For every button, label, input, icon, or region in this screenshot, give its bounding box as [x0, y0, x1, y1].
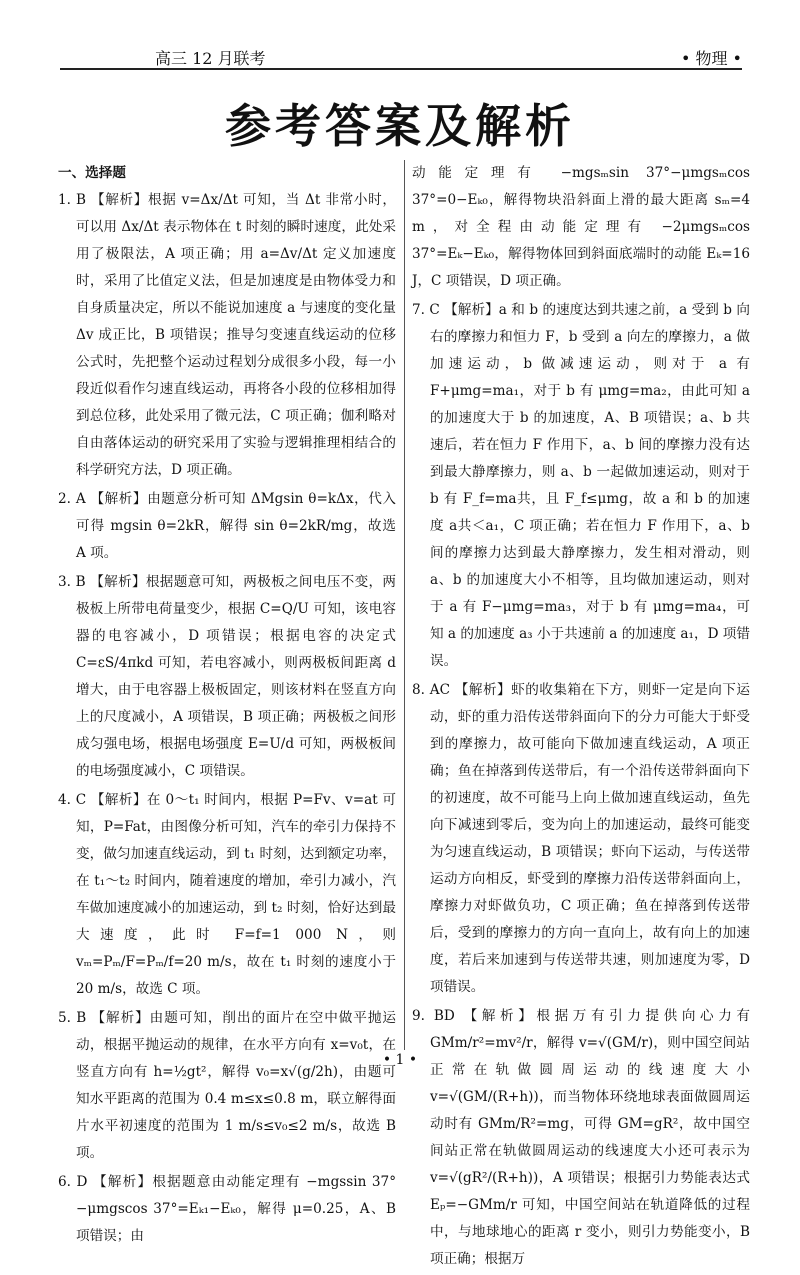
- answer-paragraph: 1. B 【解析】根据 v=Δx/Δt 可知，当 Δt 非常小时，可以用 Δx/Δt 表示物体在 t 时刻的瞬时速度，此处采用了极限法，A 项正确；用 a=Δv/Δt 定义加速度时，采用了比值定义法，但是加速度是由物体受力和自身质量决定，所以不能说加速度 a 与速度的变化量 Δv 成正比，B 项错误；推导匀变速直线运动的位移公式时，先把整个运动过程划分成很多小段，每一小段近似看作匀速直线运动，再将各小段的位移相加得到总位移，此处采用了微元法，C 项正确；伽利略对自由落体运动的研究采用了实验与逻辑推理相结合的科学研究方法，D 项正确。: [58, 192, 396, 478]
- answer-paragraph: 3. B 【解析】根据题意可知，两极板之间电压不变，两极板上所带电荷量变少，根据 C=Q/U 可知，该电容器的电容减小，D 项错误；根据电容的决定式 C=εS/4πkd 可知，若电容减小，则两极板间距离 d 增大，由于电容器上极板固定，则该材料在竖直方向上的尺度减小，A 项错误，B 项正确；两极板之间形成匀强电场，根据电场强度 E=U/d 可知，两极板间的电场强度减小，C 项错误。: [58, 574, 396, 779]
- right-column: [412, 160, 750, 1275]
- left-column: [58, 160, 396, 1252]
- column-divider: [404, 160, 405, 1050]
- answer-paragraph: 动能定理有 −mgsₘsin 37°−μmgsₘcos 37°=0−Eₖ₀，解得物块沿斜面上滑的最大距离 sₘ=4 m，对全程由动能定理有 −2μmgsₘcos 37°=Eₖ−Eₖ₀，解得物体回到斜面底端时的动能 Eₖ=16 J，C 项错误，D 项正确。: [412, 165, 750, 289]
- answer-paragraph: 5. B 【解析】由题可知，削出的面片在空中做平抛运动，根据平抛运动的规律，在水平方向有 x=v₀t，在竖直方向有 h=½gt²，解得 v₀=x√(g/2h)，由题可知水平距离的范围为 0.4 m≤x≤0.8 m，联立解得面片水平初速度的范围为 1 m/s≤v₀≤2 m/s，故选 B 项。: [58, 1010, 396, 1161]
- answer-paragraph: 9. BD 【解析】根据万有引力提供向心力有 GMm/r²=mv²/r，解得 v=√(GM/r)，则中国空间站正常在轨做圆周运动的线速度大小 v=√(GM/(R+h))，而当物体环绕地球表面做圆周运动时有 GMm/R²=mg，可得 GM=gR²，故中国空间站正常在轨做圆周运动的线速度大小还可表示为 v=√(gR²/(R+h))，A 项错误；根据引力势能表达式 Eₚ=−GMm/r 可知，中国空间站在轨道降低的过程中，与地球地心的距离 r 变小，则引力势能变小，B 项正确；根据万: [412, 1008, 750, 1267]
- page-number: • 1 •: [382, 1052, 418, 1068]
- exam-name: 高三 12 月联考: [155, 49, 266, 68]
- answer-paragraph: 4. C 【解析】在 0～t₁ 时间内，根据 P=Fv、v=at 可知，P=Fat，由图像分析可知，汽车的牵引力保持不变，做匀加速直线运动，到 t₁ 时刻，达到额定功率，在 t₁～t₂ 时间内，随着速度的增加，牵引力减小，汽车做加速度减小的加速运动，到 t₂ 时刻，恰好达到最大速度，此时 F=f=1 000 N，则 vₘ=Pₘ/F=Pₘ/f=20 m/s，故在 t₁ 时刻的速度小于 20 m/s，故选 C 项。: [58, 792, 396, 997]
- section-heading: 一、选择题: [58, 165, 126, 181]
- subject-label: • 物理 •: [680, 49, 742, 68]
- answer-paragraph: 6. D 【解析】根据题意由动能定理有 −mgssin 37°−μmgscos 37°=Eₖ₁−Eₖ₀，解得 μ=0.25，A、B 项错误；由: [58, 1174, 396, 1244]
- answer-paragraph: 8. AC 【解析】虾的收集箱在下方，则虾一定是向下运动，虾的重力沿传送带斜面向下的分力可能大于虾受到的摩擦力，故可能向下做加速直线运动，A 项正确；鱼在掉落到传送带后，有一个沿传送带斜面向下的初速度，故不可能马上向上做加速直线运动，鱼先向下减速到零后，变为向上的加速运动，最终可能变为匀速直线运动，B 项错误；虾向下运动，与传送带运动方向相反，虾受到的摩擦力沿传送带斜面向上，摩擦力对虾做负功，C 项正确；鱼在掉落到传送带后，受到的摩擦力的方向一直向上，故有向上的加速度，若后来加速到与传送带共速，则加速度为零，D 项错误。: [412, 682, 750, 995]
- answer-paragraph: 2. A 【解析】由题意分析可知 ΔMgsin θ=kΔx，代入可得 mgsin θ=2kR，解得 sin θ=2kR/mg，故选 A 项。: [58, 491, 396, 561]
- answer-paragraph: 7. C 【解析】a 和 b 的速度达到共速之前，a 受到 b 向右的摩擦力和恒力 F，b 受到 a 向左的摩擦力，a 做加速运动，b 做减速运动，则对于 a 有 F+μmg=ma₁，对于 b 有 μmg=ma₂，由此可知 a 的加速度大于 b 的加速度，A、B 项错误；a、b 共速后，若在恒力 F 作用下，a、b 间的摩擦力没有达到最大静摩擦力，则 a、b 一起做加速运动，则对于 b 有 F_f=ma共，且 F_f≤μmg，故 a 和 b 的加速度 a共＜a₁，C 项正确；若在恒力 F 作用下，a、b 间的摩擦力达到最大静摩擦力，发生相对滑动，则 a、b 的加速度大小不相等，且均做加速运动，则对于 a 有 F−μmg=ma₃，对于 b 有 μmg=ma₄，可知 a 的加速度 a₃ 小于共速前 a 的加速度 a₁，D 项错误。: [412, 302, 750, 669]
- page-title: 参考答案及解析: [225, 99, 575, 153]
- page-header: [60, 44, 742, 70]
